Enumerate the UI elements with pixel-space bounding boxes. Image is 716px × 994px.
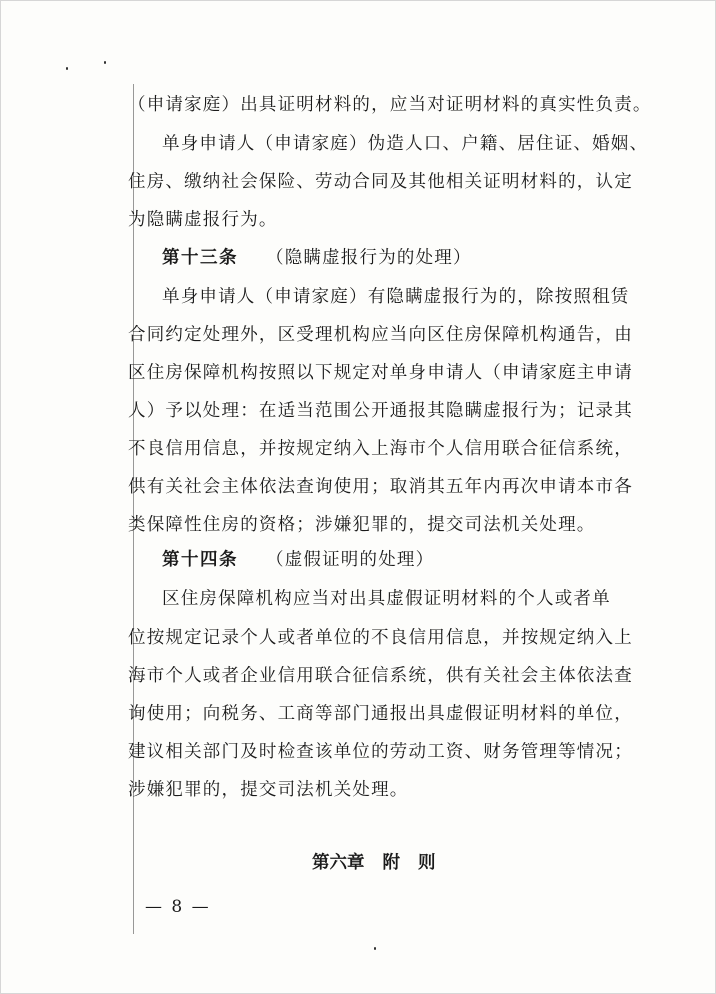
text-line: 建议相关部门及时检查该单位的劳动工资、财务管理等情况； xyxy=(128,742,633,762)
chapter-label: 第六章 xyxy=(312,853,365,873)
article-13-number: 第十三条 xyxy=(162,248,238,268)
chapter-title-part-a: 附 xyxy=(382,853,400,873)
chapter-title-part-b: 则 xyxy=(418,853,436,873)
article-13-heading xyxy=(162,248,472,268)
text-line: 询使用；向税务、工商等部门通报出具虚假证明材料的单位， xyxy=(128,704,633,724)
text-line: 海市个人或者企业信用联合征信系统，供有关社会主体依法查 xyxy=(128,666,633,686)
text-line: 人）予以处理：在适当范围公开通报其隐瞒虚报行为；记录其 xyxy=(128,401,633,421)
text-line: 合同约定处理外，区受理机构应当向区住房保障机构通告，由 xyxy=(128,325,633,345)
article-14-number: 第十四条 xyxy=(162,550,238,570)
text-line: 为隐瞒虚报行为。 xyxy=(128,210,278,230)
text-line: 供有关社会主体依法查询使用；取消其五年内再次申请本市各 xyxy=(128,477,633,497)
scan-speck xyxy=(104,61,106,64)
text-line: 类保障性住房的资格；涉嫌犯罪的，提交司法机关处理。 xyxy=(128,515,596,535)
text-line: 单身申请人（申请家庭）伪造人口、户籍、居住证、婚姻、 xyxy=(162,134,649,154)
text-line: 区住房保障机构按照以下规定对单身申请人（申请家庭主申请 xyxy=(128,363,633,383)
text-line: （申请家庭）出具证明材料的，应当对证明材料的真实性负责。 xyxy=(128,95,652,115)
article-13-title: （隐瞒虚报行为的处理） xyxy=(266,248,472,268)
scan-speck xyxy=(374,947,376,950)
text-line: 不良信用信息，并按规定纳入上海市个人信用联合征信系统， xyxy=(128,439,633,459)
chapter-heading xyxy=(312,853,436,873)
text-line: 单身申请人（申请家庭）有隐瞒虚报行为的，除按照租赁 xyxy=(162,287,630,307)
text-line: 位按规定记录个人或者单位的不良信用信息，并按规定纳入上 xyxy=(128,628,633,648)
text-line: 涉嫌犯罪的，提交司法机关处理。 xyxy=(128,780,409,800)
scan-speck xyxy=(66,67,68,70)
article-14-title: （虚假证明的处理） xyxy=(266,550,435,570)
text-line: 区住房保障机构应当对出具虚假证明材料的个人或者单 xyxy=(162,589,611,609)
text-line: 住房、缴纳社会保险、劳动合同及其他相关证明材料的，认定 xyxy=(128,172,633,192)
article-14-heading xyxy=(162,550,434,570)
page-number: — 8 — xyxy=(145,897,211,917)
